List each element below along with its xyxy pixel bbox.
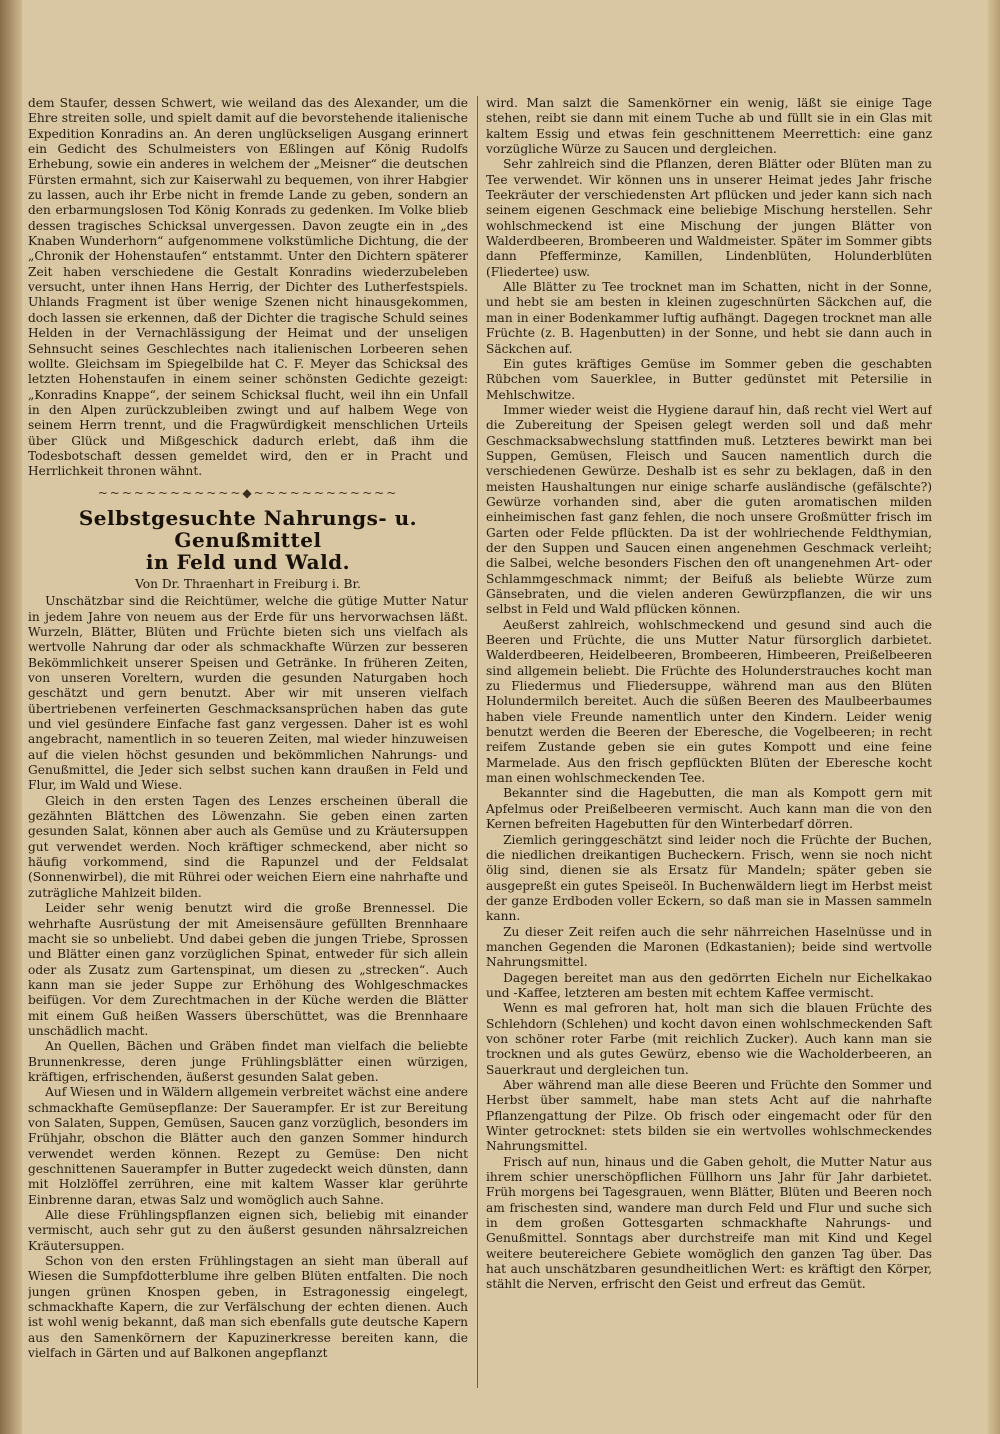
article-paragraph: Zu dieser Zeit reifen auch die sehr nährreichen Haselnüsse und in manchen Gegenden die Maronen (Edkastanien); beide sind wertvolle Nahrungsmittel. (486, 924, 932, 970)
article-paragraph: Frisch auf nun, hinaus und die Gaben geholt, die Mutter Natur aus ihrem schier unerschöpflichen Füllhorn uns Jahr für Jahr darbietet. Früh morgens bei Tagesgrauen, wenn Blätter, Blüten und Beeren noch am frischesten sind, wandere man durch Feld und Flur und suche sich in dem großen Gottesgarten schmackhafte Nahrungs- und Genußmittel. Sonntags aber durchstreife man mit Kind und Kegel weitere beutereichere Gebiete womöglich den ganzen Tag über. Das hat auch unschätzbaren gesundheitlichen Wert: es kräftigt den Körper, stählt die Nerven, erfrischt den Geist und erfreut das Gemüt. (486, 1154, 932, 1292)
article-paragraph: Ziemlich geringgeschätzt sind leider noch die Früchte der Buchen, die niedlichen dreikantigen Bucheckern. Frisch, wenn sie noch nicht ölig sind, dienen sie als Ersatz für Mandeln; später geben sie ausgepreßt ein gutes Speiseöl. In Buchenwäldern liegt im Herbst meist der ganze Erdboden voller Eckern, so daß man sie in Massen sammeln kann. (486, 832, 932, 924)
article-paragraph: Bekannter sind die Hagebutten, die man als Kompott gern mit Apfelmus oder Preißelbeeren vermischt. Auch kann man die von den Kernen befreiten Hagebutten für den Winterbedarf dörren. (486, 786, 932, 832)
headline-line-1: Selbstgesuchte Nahrungs- u. Genußmittel (78, 505, 418, 552)
article-paragraph: wird. Man salzt die Samenkörner ein wenig, läßt sie einige Tage stehen, reibt sie dann mit einem Tuche ab und füllt sie in ein Glas mit kaltem Essig und etwas fein geschnittenem Meerrettich: eine ganz vorzügliche Würze zu Saucen und dergleichen. (486, 96, 932, 157)
page-binding (0, 0, 22, 1434)
article-paragraph: Sehr zahlreich sind die Pflanzen, deren Blätter oder Blüten man zu Tee verwendet. Wir können uns in unserer Heimat jedes Jahr frische Teekräuter der verschiedensten Art pflücken und jeder kann sich nach seinem eigenen Geschmack eine beliebige Mischung herstellen. Sehr wohlschmeckend ist eine Mischung der jungen Blätter von Walderdbeeren, Brombeeren und Waldmeister. Später im Sommer gibts dann Pfefferminze, Kamillen, Lindenblüten, Holunderblüten (Fliedertee) usw. (486, 157, 932, 279)
article-paragraph: Auf Wiesen und in Wäldern allgemein verbreitet wächst eine andere schmackhafte Gemüsepflanze: Der Sauerampfer. Er ist zur Bereitung von Salaten, Suppen, Gemüsen, Saucen ganz vorzüglich, besonders im Frühjahr, obschon die Blätter auch den ganzen Sommer hindurch verwendet werden können. Rezept zu Gemüse: Den nicht geschnittenen Sauerampfer in Butter zugedeckt weich dünsten, dann mit Holzlöffel zerrühren, eine mit kaltem Wasser klar gerührte Einbrenne daran, etwas Salz und womöglich auch Sahne. (28, 1085, 468, 1207)
article-paragraph: Gleich in den ersten Tagen des Lenzes erscheinen überall die gezähnten Blättchen des Löwenzahn. Sie geben einen zarten gesunden Salat, können aber auch als Gemüse und zu Kräutersuppen gut verwendet werden. Noch kräftiger schmeckend, aber nicht so häufig vorkommend, sind die Rapunzel und der Feldsalat (Sonnenwirbel), die mit Rührei oder weichen Eiern eine nahrhafte und zuträgliche Mahlzeit bilden. (28, 793, 468, 900)
article-paragraph: An Quellen, Bächen und Gräben findet man vielfach die beliebte Brunnenkresse, deren junge Frühlingsblätter einen würzigen, kräftigen, erfrischenden, äußerst gesunden Salat geben. (28, 1039, 468, 1084)
headline-line-2: in Feld und Wald. (145, 549, 351, 574)
article-paragraph: Unschätzbar sind die Reichtümer, welche die gütige Mutter Natur in jedem Jahre von neuem aus der Erde für uns hervorwachsen läßt. Wurzeln, Blätter, Blüten und Früchte bieten sich uns vielfach als wertvolle Nahrung dar oder als schmackhafte Würzen zur besseren Bekömmlichkeit unserer Speisen und Getränke. In früheren Zeiten, von unseren Voreltern, wurden die gesunden Naturgaben hoch geschätzt und gern benutzt. Aber wir mit unseren vielfach übertriebenen verfeinerten Geschmacksansprüchen haben das gute und viel gesündere Einfache fast ganz vergessen. Daher ist es wohl angebracht, namentlich in so teueren Zeiten, mal wieder hinzuweisen auf die vielen höchst gesunden und bekömmlichen Nahrungs- und Genußmittel, die Jeder sich selbst suchen kann draußen in Feld und Flur, im Wald und Wiese. (28, 594, 468, 793)
article-paragraph: Dagegen bereitet man aus den gedörrten Eicheln nur Eichelkakao und -Kaffee, letzteren am besten mit echtem Kaffee vermischt. (486, 970, 932, 1000)
intro-paragraph: dem Staufer, dessen Schwert, wie weiland das des Alexander, um die Ehre streiten solle, und spielt damit auf die bevorstehende italienische Expedition Konradins an. An deren unglückseligen Ausgang erinnert ein Gedicht des Schulmeisters von Eßlingen auf König Rudolfs Erhebung, sowie ein anderes in welchem der „Meisner“ die deutschen Fürsten ermahnt, sich zur Kaiserwahl zu bequemen, von ihrer Habgier zu lassen, auch ihr Erbe nicht in fremde Lande zu geben, sondern an den erbarmungslosen Tod König Konrads zu gedenken. Im Volke blieb dessen tragisches Schicksal unvergessen. Davon zeugte ein in „des Knaben Wunderhorn“ aufgenommene volkstümliche Dichtung, die der „Chronik der Hohenstaufen“ entstammt. Unter den Dichtern späterer Zeit haben verschiedene die Gestalt Konradins wiederzubeleben versucht, unter ihnen Hans Herrig, der Dichter des Lutherfestspiels. Uhlands Fragment ist über wenige Szenen nicht hinausgekommen, doch lassen sie erkennen, daß der Dichter die tragische Schuld seines Helden in der Vernachlässigung der Heimat und der unseligen Sehnsucht seines Geschlechtes nach italienischen Lorbeeren sehen wollte. Gleichsam im Spiegelbilde hat C. F. Meyer das Schicksal des letzten Hohenstaufen in einem seiner schönsten Gedichte gezeigt: „Konradins Knappe“, der seinem Schicksal flucht, weil ihn ein Unfall in den Alpen zurückzubleiben zwingt und auf halbem Wege von seinem Herrn trennt, und die Fragwürdigkeit menschlichen Urteils über Glück und Mißgeschick dadurch erlebt, daß ihm die Todesbotschaft dessen gemeldet wird, den er in Pracht und Herrlichkeit thronen wähnt. (28, 96, 468, 479)
left-column (28, 96, 468, 1396)
article-paragraph: Alle diese Frühlingspflanzen eignen sich, beliebig mit einander vermischt, auch sehr gut zu den äußerst gesunden nährsalzreichen Kräutersuppen. (28, 1208, 468, 1253)
article-byline: Von Dr. Thraenhart in Freiburg i. Br. (135, 576, 361, 591)
article-paragraph: Immer wieder weist die Hygiene darauf hin, daß recht viel Wert auf die Zubereitung der Speisen gelegt werden soll und daß mehr Geschmacksabwechslung stattfinden muß. Letzteres bewirkt man bei Suppen, Gemüsen, Fleisch und Saucen namentlich durch die verschiedenen Gewürze. Deshalb ist es sehr zu beklagen, daß in den meisten Haushaltungen nur einige scharfe ausländische (gefälschte?) Gewürze vorhanden sind, aber die guten aromatischen milden einheimischen fast ganz fehlen, die noch unsere Großmütter frisch im Garten oder Felde pflückten. Da ist der wohlriechende Feldthymian, der den Suppen und Saucen einen angenehmen Geschmack verleiht; die Salbei, welche besonders Fischen den oft unangenehmen Art- oder Schlammgeschmack nimmt; der Beifuß als beliebte Würze zum Gänsebraten, und die vielen anderen Gewürzpflanzen, die wir uns selbst in Feld und Wald pflücken können. (486, 402, 932, 617)
article-paragraph: Leider sehr wenig benutzt wird die große Brennessel. Die wehrhafte Ausrüstung der mit Ameisensäure gefüllten Brennhaare macht sie so unbeliebt. Und dabei geben die jungen Triebe, Sprossen und Blätter einen ganz vorzüglichen Spinat, entweder für sich allein oder als Zusatz zum Gartenspinat, um diesen zu „strecken“. Auch kann man sie jeder Suppe zur Erhöhung des Wohlgeschmackes beifügen. Vor dem Zurechtmachen in der Küche werden die Blätter mit einem Guß heißen Wassers überschüttet, was die Brennhaare unschädlich macht. (28, 901, 468, 1038)
article-paragraph: Schon von den ersten Frühlingstagen an sieht man überall auf Wiesen die Sumpfdotterblume ihre gelben Blüten entfalten. Die noch jungen grünen Knospen geben, in Estragonessig eingelegt, schmackhafte Kapern, die zur Verfälschung der echten dienen. Auch ist wohl wenig bekannt, daß man sich ebenfalls gute deutsche Kapern aus den Samenkörnern der Kapuzinerkresse bereiten kann, die vielfach in Gärten und auf Balkonen angepflanzt (28, 1254, 468, 1361)
right-column (486, 96, 932, 1386)
column-divider (477, 96, 478, 1388)
article-paragraph: Alle Blätter zu Tee trocknet man im Schatten, nicht in der Sonne, und hebt sie am besten in kleinen zugeschnürten Säckchen auf, die man in einer Bodenkammer luftig aufhängt. Dagegen trocknet man alle Früchte (z. B. Hagenbutten) in der Sonne, und hebt sie dann auch in Säckchen auf. (486, 280, 932, 356)
article-paragraph: Aeußerst zahlreich, wohlschmeckend und gesund sind auch die Beeren und Früchte, die uns Mutter Natur fürsorglich darbietet. Walderdbeeren, Heidelbeeren, Brombeeren, Himbeeren, Preißelbeeren sind allgemein beliebt. Die Früchte des Holunderstrauches kocht man zu Fliedermus und Fliedersuppe, während man aus den Blüten Holundermilch bereitet. Auch die süßen Beeren des Maulbeerbaumes haben viele Freunde namentlich unter den Kindern. Leider wenig benutzt werden die Beeren der Eberesche, die Vogelbeeren; in recht reifem Zustande geben sie ein gutes Kompott und eine feine Marmelade. Aus den frisch gepflückten Blüten der Eberesche kocht man einen wohlschmeckenden Tee. (486, 617, 932, 786)
section-ornament: ~~~~~~~~~~~~◆~~~~~~~~~~~~ (97, 485, 399, 500)
article-paragraph: Wenn es mal gefroren hat, holt man sich die blauen Früchte des Schlehdorn (Schlehen) und kocht davon einen wohlschmeckenden Saft von schöner roter Farbe (mit reichlich Zucker). Auch kann man sie trocknen und als gutes Gewürz, ebenso wie die Wacholderbeeren, an Sauerkraut und dergleichen tun. (486, 1001, 932, 1077)
article-paragraph: Aber während man alle diese Beeren und Früchte den Sommer und Herbst über sammelt, habe man stets Acht auf die nahrhafte Pflanzengattung der Pilze. Ob frisch oder eingemacht oder für den Winter getrocknet: stets bilden sie ein wertvolles wohlschmeckendes Nahrungsmittel. (486, 1078, 932, 1154)
page-edge (988, 0, 1000, 1434)
article-paragraph: Ein gutes kräftiges Gemüse im Sommer geben die geschabten Rübchen vom Sauerklee, in Butter gedünstet mit Petersilie in Mehlschwitze. (486, 356, 932, 402)
article-headline (28, 507, 468, 573)
